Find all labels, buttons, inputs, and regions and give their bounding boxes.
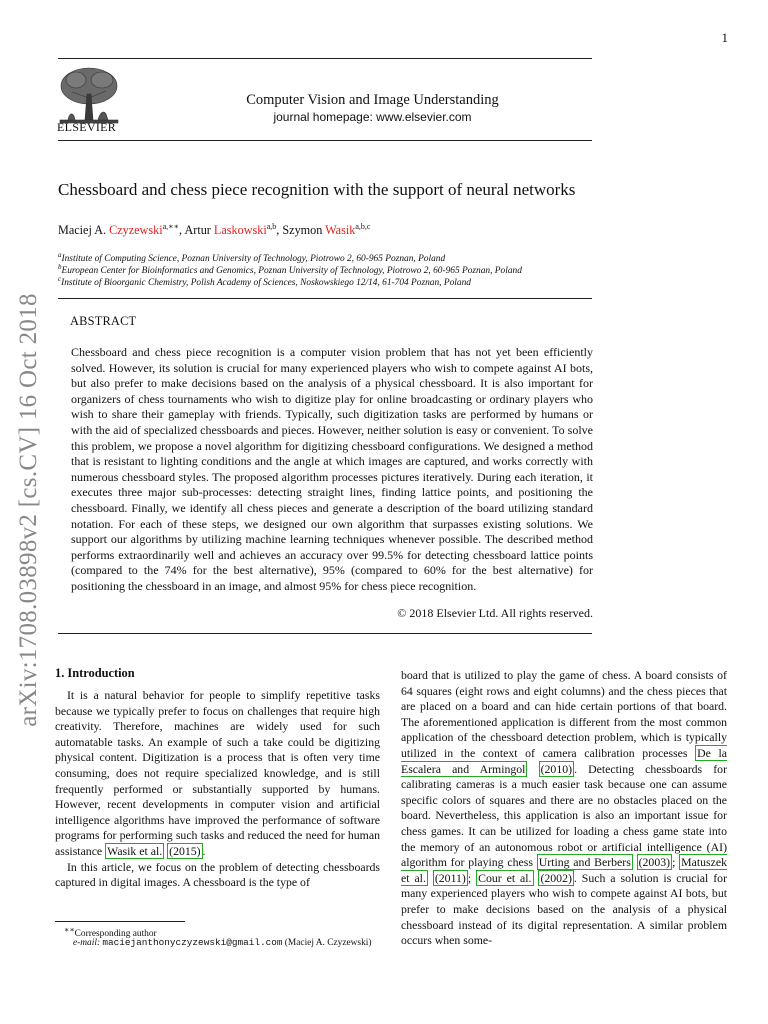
affiliation: $^b$European Center for Bioinformatics and Genomics, Poznan University of Technology, Piotrowo 2, 60-965 Poznan, Poland (58, 263, 522, 277)
author-name[interactable]: Wasik (325, 223, 356, 238)
citation-link[interactable]: (2015) (169, 843, 201, 858)
abstract-heading: ABSTRACT (70, 314, 137, 328)
section-heading: 1. Introduction (55, 666, 135, 680)
citation-link[interactable]: (2002) (540, 870, 572, 885)
header-top-rule (58, 58, 592, 59)
citation-link[interactable]: De la Escalera and Armingol (401, 745, 728, 776)
citation-link[interactable]: Wasik et al. (107, 843, 163, 858)
header-bottom-rule (58, 140, 592, 141)
citation-link[interactable]: Urting and Berbers (538, 855, 631, 870)
abstract-top-rule (58, 298, 592, 299)
abstract-bottom-rule (58, 633, 592, 634)
page-number: 1 (721, 30, 728, 45)
paragraph: In this article, we focus on the problem of detecting chessboards captured in digital images. A chessboard is the type of (55, 859, 380, 890)
affiliation: $^c$Institute of Bioorganic Chemistry, Polish Academy of Sciences, Noskowskiego 12/14, 61-704 Poznan, Poland (58, 275, 471, 289)
footnote-email: e-mail: maciejanthonyczyzewski@gmail.com (Maciej A. Czyzewski) (73, 937, 372, 948)
paragraph: board that is utilized to play the game of chess. A board consists of 64 squares (eight rows and eight columns) and the chess pieces that are placed on a board and can hide certain portions of that board. The aforementioned application is different from the most common application of the chessboard detection problem, which is typically utilized in the context of camera calibration processes De la Escalera and Armingol (2010) . Detecting chessboards for calibrating cameras is a much easier task because one can assume specific colors of squares and there are no obstacles placed on the board. Nevertheless, this application is also an important issue for chess games. It can be utilized for loading a chess game state into the memory of an autonomous robot or artificial intelligence (AI) algorithm for playing chess Urting and Berbers (2003) ; Matuszek et al. (2011) ; Cour et al. (2002) . Such a solution is crucial for many experienced players who wish to compete against AI bots, but prefer to make decisions based on the analysis of a physical chessboard instead of its digital representation. A similar problem occurs when some- (401, 668, 728, 948)
footnote-corresponding: ∗∗Corresponding author (64, 925, 157, 940)
left-column (55, 688, 380, 891)
journal-title: Computer Vision and Image Understanding (246, 92, 499, 108)
author-list: Maciej A. Czyzewski$^{a,∗∗}$, Artur Laskowski$^{a,b}$, Szymon Wasik$^{a,b,c}$ (58, 222, 371, 238)
arxiv-stamp: arXiv:1708.03898v2 [cs.CV] 16 Oct 2018 (15, 293, 42, 727)
author-name[interactable]: Czyzewski (109, 223, 163, 238)
paragraph: It is a natural behavior for people to simplify repetitive tasks because we typically prefer to focus on challenges that require high creativity. Therefore, machines are widely used for such automatable tasks. An example of such a take could be digitizing physical content. Digitization is a process that is often very time consuming, does not require specialized knowledge, and is still frequently performed or substantially supported by humans. However, recent developments in computer vision and artificial intelligence algorithms have improved the performance of software programs for performing such tasks and reduced the need for human assistance Wasik et al. (2015) . (55, 688, 380, 858)
citation-link[interactable]: (2011) (434, 870, 466, 885)
right-column (401, 668, 727, 949)
copyright-notice: © 2018 Elsevier Ltd. All rights reserved. (397, 606, 593, 620)
footnote-rule (55, 921, 185, 922)
citation-link[interactable]: Matuszek et al. (401, 855, 728, 885)
abstract-body: Chessboard and chess piece recognition is a computer vision problem that has not yet been efficiently solved. However, its solution is crucial for many experienced players who wish to compete against AI bots, but also prefer to make decisions based on the analysis of a physical chessboard. It is also important for organizers of chess tournaments who wish to digitize play for online broadcasting or ordinary players who wish to share their gameplay with friends. Typically, such digitization tasks are performed by humans or with the aid of specialized chessboards and pieces. However, neither solution is easy or convenient. To solve this problem, we propose a novel algorithm for digitizing chessboard configurations. We designed a method that is resistant to lighting conditions and the angle at which images are captured, and works correctly with numerous chessboard styles. The proposed algorithm processes pictures iteratively. During each iteration, it executes three major sub-processes: detecting straight lines, finding lattice points, and positioning the chessboard. Finally, we identify all chess pieces and generate a description of the board utilizing standard notation. For each of these steps, we designed our own algorithm that surpasses existing solutions. We support our algorithms by utilizing machine learning techniques whenever possible. The described method performs extraordinarily well and achieves an accuracy over 99.5% for detecting chessboard lattice points (compared to the 74% for the best alternative), 95% (compared to 60% for the best alternative) for positioning the chessboard in an image, and almost 95% for chess piece recognition. (71, 345, 593, 593)
citation-link[interactable]: (2010) (540, 761, 573, 776)
citation-link[interactable]: Cour et al. (478, 870, 532, 885)
email-link[interactable]: maciejanthonyczyzewski@gmail.com (102, 937, 283, 948)
publisher-logo-text: ELSEVIER (57, 120, 117, 134)
affiliation: $^a$Institute of Computing Science, Poznan University of Technology, Piotrowo 2, 60-965 Poznan, Poland (58, 251, 446, 265)
author-name[interactable]: Laskowski (213, 223, 267, 238)
paper-title: Chessboard and chess piece recognition with the support of neural networks (58, 180, 576, 199)
citation-link[interactable]: (2003) (638, 855, 671, 870)
journal-homepage: journal homepage: www.elsevier.com (273, 110, 472, 124)
